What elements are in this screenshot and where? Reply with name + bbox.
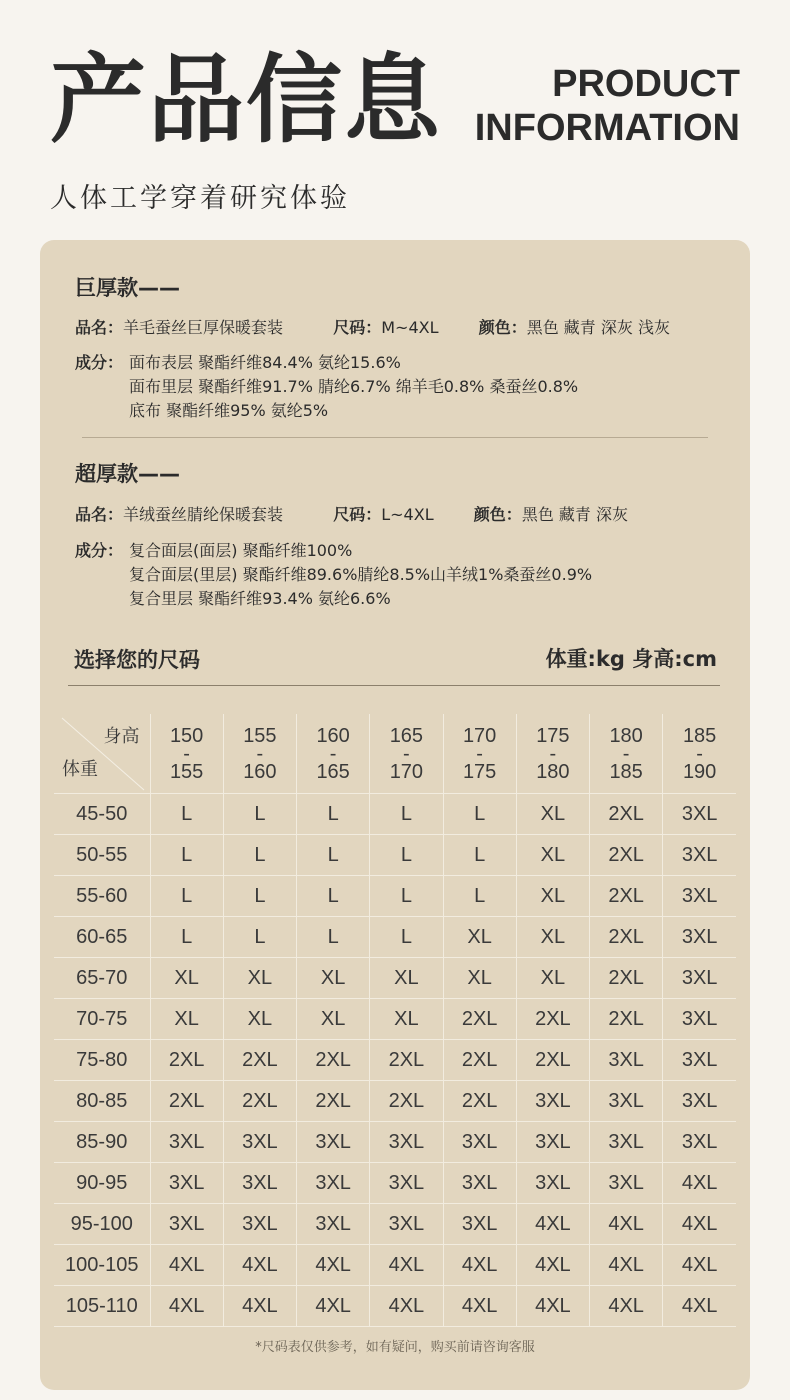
size-cell: 3XL	[223, 1204, 296, 1245]
height-range-header: 150 - 155	[150, 714, 223, 794]
size-chart-divider	[68, 685, 720, 686]
section2-composition-label: 成分：	[75, 541, 124, 560]
weight-range-cell: 85-90	[54, 1122, 150, 1163]
section1-size: M~4XL	[381, 318, 439, 337]
table-row	[54, 876, 736, 917]
section1-title: 巨厚款——	[75, 276, 180, 300]
size-cell: 2XL	[297, 1081, 370, 1122]
size-table-body	[54, 794, 736, 1327]
size-cell: 3XL	[590, 1122, 663, 1163]
size-cell: L	[223, 917, 296, 958]
size-cell: 2XL	[150, 1081, 223, 1122]
size-cell: 3XL	[590, 1081, 663, 1122]
weight-range-cell: 60-65	[54, 917, 150, 958]
section2-size: L~4XL	[381, 505, 434, 524]
section2-name-label: 品名：	[75, 505, 124, 524]
size-cell: 3XL	[590, 1040, 663, 1081]
size-cell: 3XL	[443, 1163, 516, 1204]
size-cell: L	[370, 835, 443, 876]
size-cell: 4XL	[150, 1245, 223, 1286]
size-table	[54, 714, 736, 1327]
size-cell: 4XL	[443, 1245, 516, 1286]
weight-range-cell: 75-80	[54, 1040, 150, 1081]
size-cell: 4XL	[370, 1245, 443, 1286]
size-cell: 2XL	[590, 958, 663, 999]
size-cell: 3XL	[590, 1163, 663, 1204]
title-en-line1: PRODUCT	[552, 63, 740, 105]
section2-color-label: 颜色：	[473, 505, 522, 524]
size-cell: XL	[223, 958, 296, 999]
table-row	[54, 1081, 736, 1122]
size-cell: 4XL	[516, 1204, 589, 1245]
size-cell: 3XL	[516, 1163, 589, 1204]
section1-composition-line: 底布 聚酯纤维95% 氨纶5%	[129, 401, 329, 420]
corner-weight-label: 体重	[62, 759, 98, 780]
size-cell: 3XL	[663, 958, 736, 999]
size-cell: 3XL	[370, 1204, 443, 1245]
size-cell: 4XL	[663, 1204, 736, 1245]
size-cell: 3XL	[297, 1122, 370, 1163]
size-cell: 3XL	[370, 1163, 443, 1204]
size-cell: L	[223, 794, 296, 835]
size-cell: 2XL	[590, 999, 663, 1040]
size-cell: XL	[516, 917, 589, 958]
size-cell: L	[443, 876, 516, 917]
size-cell: 3XL	[663, 1122, 736, 1163]
title-en-line2: INFORMATION	[474, 107, 740, 149]
size-cell: 2XL	[150, 1040, 223, 1081]
size-cell: L	[223, 835, 296, 876]
table-row	[54, 1204, 736, 1245]
size-cell: 3XL	[223, 1122, 296, 1163]
size-cell: 3XL	[150, 1122, 223, 1163]
size-cell: 3XL	[663, 1081, 736, 1122]
size-cell: 4XL	[297, 1245, 370, 1286]
weight-range-cell: 50-55	[54, 835, 150, 876]
size-cell: 3XL	[663, 1040, 736, 1081]
section1-name-label: 品名：	[75, 318, 124, 337]
size-cell: 2XL	[443, 1081, 516, 1122]
height-range-header: 175 - 180	[516, 714, 589, 794]
size-cell: 3XL	[370, 1122, 443, 1163]
height-range-header: 160 - 165	[297, 714, 370, 794]
size-cell: 2XL	[443, 1040, 516, 1081]
height-range-header: 170 - 175	[443, 714, 516, 794]
weight-range-cell: 105-110	[54, 1286, 150, 1327]
section2-composition-line: 复合面层(里层) 聚酯纤维89.6%腈纶8.5%山羊绒1%桑蚕丝0.9%	[129, 565, 593, 584]
size-cell: L	[297, 876, 370, 917]
table-row	[54, 917, 736, 958]
weight-range-cell: 90-95	[54, 1163, 150, 1204]
size-cell: 4XL	[663, 1245, 736, 1286]
size-cell: 2XL	[590, 835, 663, 876]
weight-range-cell: 45-50	[54, 794, 150, 835]
section-divider	[82, 437, 708, 438]
size-cell: 3XL	[150, 1163, 223, 1204]
size-cell: XL	[297, 999, 370, 1040]
section1-size-label: 尺码：	[333, 318, 382, 337]
size-cell: XL	[370, 999, 443, 1040]
size-cell: L	[297, 917, 370, 958]
size-cell: 2XL	[590, 876, 663, 917]
size-cell: XL	[516, 958, 589, 999]
size-cell: L	[370, 917, 443, 958]
size-cell: 2XL	[223, 1040, 296, 1081]
size-cell: 4XL	[443, 1286, 516, 1327]
height-range-header: 165 - 170	[370, 714, 443, 794]
size-cell: L	[297, 794, 370, 835]
section1-colors: 黑色 藏青 深灰 浅灰	[526, 318, 670, 337]
section1-name: 羊毛蚕丝巨厚保暖套装	[123, 318, 284, 337]
height-range-header: 185 - 190	[663, 714, 736, 794]
size-cell: 3XL	[663, 917, 736, 958]
size-cell: 3XL	[297, 1163, 370, 1204]
size-cell: 2XL	[370, 1040, 443, 1081]
size-cell: 4XL	[663, 1286, 736, 1327]
size-cell: 3XL	[663, 835, 736, 876]
size-cell: 3XL	[516, 1081, 589, 1122]
size-cell: 2XL	[516, 999, 589, 1040]
size-cell: 2XL	[297, 1040, 370, 1081]
size-cell: L	[150, 876, 223, 917]
product-info-card	[40, 240, 750, 1390]
weight-range-cell: 95-100	[54, 1204, 150, 1245]
section1-composition-label: 成分：	[75, 353, 124, 372]
size-cell: 4XL	[150, 1286, 223, 1327]
size-cell: 3XL	[516, 1122, 589, 1163]
weight-range-cell: 70-75	[54, 999, 150, 1040]
size-cell: 3XL	[663, 876, 736, 917]
section2-name: 羊绒蚕丝腈纶保暖套装	[123, 505, 284, 524]
size-cell: XL	[443, 917, 516, 958]
size-cell: 3XL	[443, 1204, 516, 1245]
table-row	[54, 1286, 736, 1327]
table-row	[54, 1163, 736, 1204]
table-row	[54, 1245, 736, 1286]
section2-title: 超厚款——	[75, 462, 180, 486]
section2-composition-line: 复合里层 聚酯纤维93.4% 氨纶6.6%	[129, 589, 391, 608]
height-range-header: 180 - 185	[590, 714, 663, 794]
size-cell: XL	[516, 794, 589, 835]
section1-color-label: 颜色：	[478, 318, 527, 337]
table-row	[54, 999, 736, 1040]
size-table-header-row	[54, 714, 736, 794]
size-cell: XL	[150, 999, 223, 1040]
size-cell: 3XL	[297, 1204, 370, 1245]
size-cell: 4XL	[590, 1286, 663, 1327]
weight-range-cell: 80-85	[54, 1081, 150, 1122]
size-cell: XL	[516, 876, 589, 917]
size-cell: XL	[223, 999, 296, 1040]
weight-range-cell: 65-70	[54, 958, 150, 999]
table-row	[54, 835, 736, 876]
section1-composition-line: 面布表层 聚酯纤维84.4% 氨纶15.6%	[129, 353, 401, 372]
table-row	[54, 958, 736, 999]
size-cell: 2XL	[370, 1081, 443, 1122]
page-title-english	[475, 62, 740, 150]
height-range-header: 155 - 160	[223, 714, 296, 794]
size-cell: 4XL	[590, 1204, 663, 1245]
size-cell: 4XL	[297, 1286, 370, 1327]
size-cell: 4XL	[663, 1163, 736, 1204]
size-cell: L	[370, 876, 443, 917]
size-cell: L	[223, 876, 296, 917]
section1-composition-line: 面布里层 聚酯纤维91.7% 腈纶6.7% 绵羊毛0.8% 桑蚕丝0.8%	[129, 377, 579, 396]
size-cell: 3XL	[443, 1122, 516, 1163]
size-cell: 2XL	[590, 794, 663, 835]
size-cell: L	[443, 835, 516, 876]
size-cell: L	[297, 835, 370, 876]
size-chart-title: 选择您的尺码	[74, 648, 200, 672]
section2-size-label: 尺码：	[333, 505, 382, 524]
size-cell: 4XL	[516, 1245, 589, 1286]
size-cell: L	[150, 917, 223, 958]
page-subtitle: 人体工学穿着研究体验	[50, 183, 350, 214]
size-cell: 4XL	[223, 1245, 296, 1286]
size-cell: XL	[370, 958, 443, 999]
section2-composition-line: 复合面层(面层) 聚酯纤维100%	[129, 541, 353, 560]
size-cell: XL	[443, 958, 516, 999]
size-cell: 3XL	[663, 794, 736, 835]
size-cell: 2XL	[590, 917, 663, 958]
weight-range-cell: 55-60	[54, 876, 150, 917]
size-cell: 4XL	[223, 1286, 296, 1327]
size-chart-units: 体重:kg 身高:cm	[545, 647, 717, 671]
size-cell: L	[150, 794, 223, 835]
size-cell: 2XL	[443, 999, 516, 1040]
size-cell: XL	[516, 835, 589, 876]
weight-range-cell: 100-105	[54, 1245, 150, 1286]
table-corner-cell	[54, 714, 150, 794]
corner-height-label: 身高	[103, 726, 140, 747]
page-title: 产品信息	[50, 44, 442, 156]
size-cell: 4XL	[370, 1286, 443, 1327]
size-cell: 2XL	[223, 1081, 296, 1122]
table-row	[54, 1040, 736, 1081]
size-cell: 2XL	[516, 1040, 589, 1081]
size-cell: L	[150, 835, 223, 876]
section2-spec-row	[75, 502, 628, 525]
size-cell: 3XL	[150, 1204, 223, 1245]
size-cell: L	[443, 794, 516, 835]
table-row	[54, 1122, 736, 1163]
size-cell: L	[370, 794, 443, 835]
size-cell: XL	[297, 958, 370, 999]
table-row	[54, 794, 736, 835]
size-cell: 4XL	[590, 1245, 663, 1286]
size-cell: 3XL	[663, 999, 736, 1040]
section2-colors: 黑色 藏青 深灰	[521, 505, 628, 524]
size-cell: 4XL	[516, 1286, 589, 1327]
size-cell: 3XL	[223, 1163, 296, 1204]
size-cell: XL	[150, 958, 223, 999]
section1-spec-row	[75, 315, 670, 338]
size-chart-note: *尺码表仅供参考，如有疑问，购买前请咨询客服	[255, 1340, 535, 1355]
